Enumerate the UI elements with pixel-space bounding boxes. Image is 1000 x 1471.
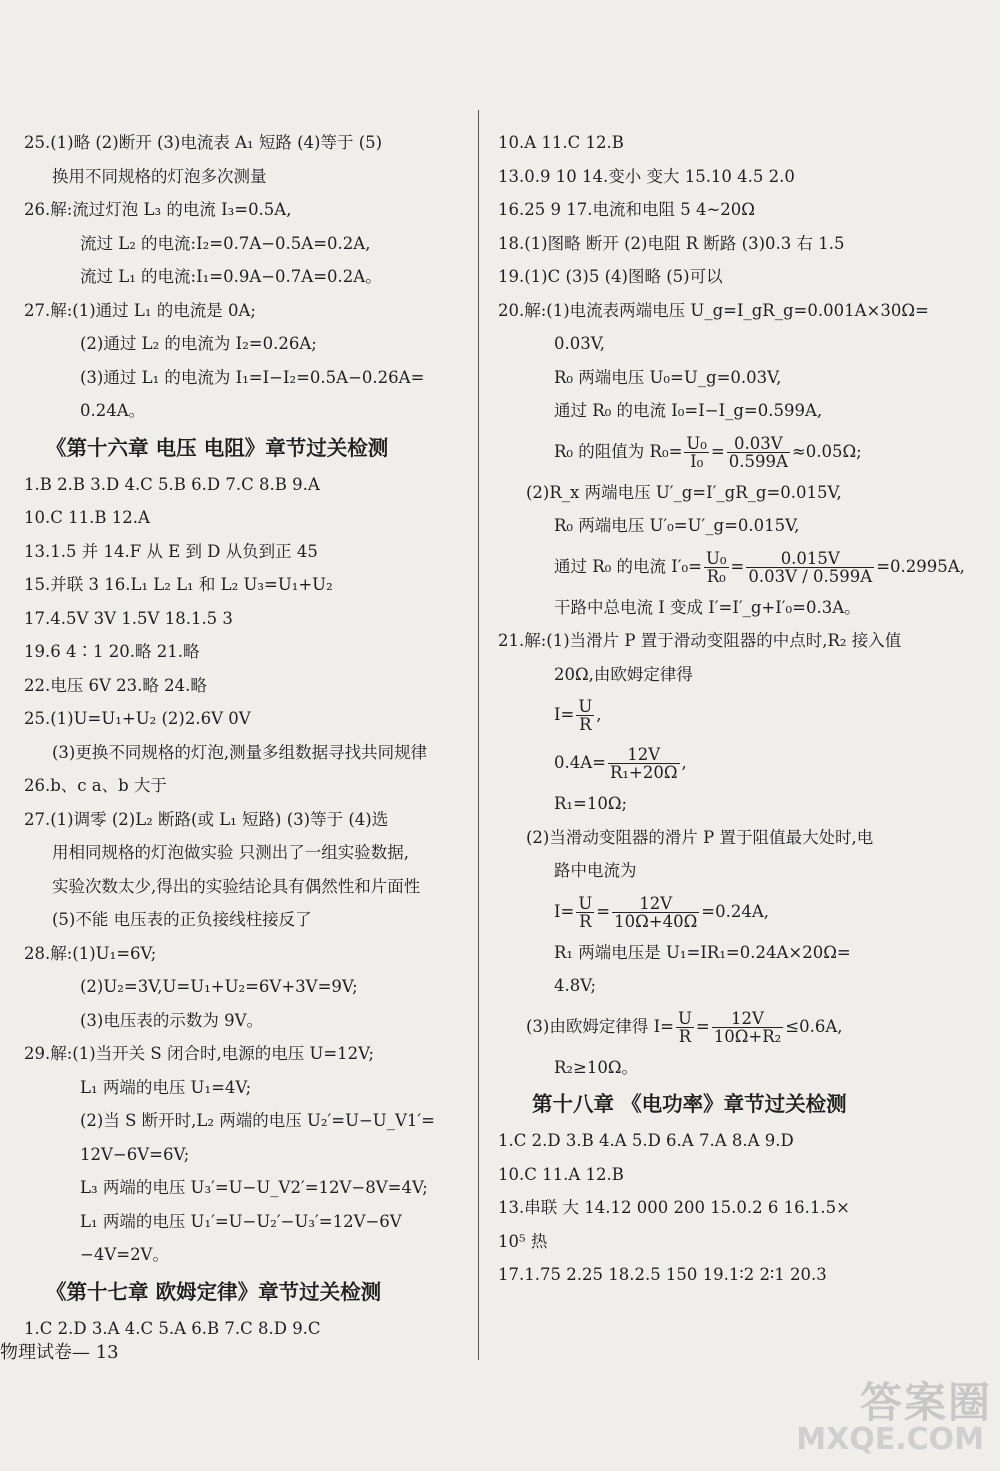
answer-line: 路中电流为 [554,861,637,880]
answer-line: 26.b、c a、b 大于 [24,776,167,795]
formula-line [498,888,938,936]
answer-line: 22.电压 6V 23.略 24.略 [24,675,207,695]
fraction [676,1010,694,1045]
numerator: U₀ [686,433,707,453]
fraction [712,1010,784,1045]
numerator: U [578,893,593,913]
answer-line: 13.1.5 并 14.F 从 E 到 D 从负到正 45 [24,541,318,561]
formula-line [498,691,938,739]
answer-line: 1.B 2.B 3.D 4.C 5.B 6.D 7.C 8.B 9.A [24,474,320,494]
fraction [704,550,729,585]
formula-suffix: =0.24A, [701,901,769,921]
answer-line: 用相同规格的灯泡做实验 只测出了一组实验数据, [52,843,409,862]
fraction [576,698,594,733]
answer-line: 1.C 2.D 3.A 4.C 5.A 6.B 7.C 8.D 9.C [24,1318,321,1338]
answer-line: 16.25 9 17.电流和电阻 5 4~20Ω [498,200,755,219]
numerator: 0.015V [746,550,874,568]
formula-line [498,739,938,787]
answer-line: 1.C 2.D 3.B 4.A 5.D 6.A 7.A 8.A 9.D [498,1131,794,1150]
fraction [684,435,709,470]
answer-line: (5)不能 电压表的正负接线柱接反了 [52,910,312,929]
answer-line: 15.并联 3 16.L₁ L₂ L₁ 和 L₂ U₃=U₁+U₂ [24,575,333,594]
answer-line: 0.03V, [554,334,606,353]
answer-line: 10.C 11.B 12.A [24,508,150,527]
numerator: U [677,1008,692,1028]
section-heading: 第十八章 《电功率》章节过关检测 [532,1092,847,1116]
formula-equals: = [596,901,611,921]
answer-line: 26.解:流过灯泡 L₃ 的电流 I₃=0.5A, [24,200,292,219]
answer-line: 18.(1)图略 断开 (2)电阻 R 断路 (3)0.3 右 1.5 [498,233,845,253]
answer-line: 20.解:(1)电流表两端电压 U_g=I_gR_g=0.001A×30Ω= [498,300,929,320]
left-column [24,126,464,1345]
answer-line: −4V=2V。 [80,1245,169,1264]
answer-line: 流过 L₂ 的电流:I₂=0.7A−0.5A=0.2A, [80,233,371,253]
answer-line: R₀ 两端电压 U′₀=U′_g=0.015V, [554,516,800,535]
answer-line: (3)更换不同规格的灯泡,测量多组数据寻找共同规律 [52,742,428,762]
answer-line: 13.串联 大 14.12 000 200 15.0.2 6 16.1.5× [498,1198,850,1217]
answer-line: L₁ 两端的电压 U₁′=U−U₂′−U₃′=12V−6V [80,1211,402,1231]
formula-suffix: ≤0.6A, [785,1016,843,1036]
answer-line: 25.(1)U=U₁+U₂ (2)2.6V 0V [24,709,251,728]
numerator: 0.03V [727,435,790,453]
answer-line: L₁ 两端的电压 U₁=4V; [80,1077,252,1097]
section-heading: 《第十七章 欧姆定律》章节过关检测 [46,1279,382,1304]
denominator: 10Ω+40Ω [614,911,698,931]
answer-line: (2)R_x 两端电压 U′_g=I′_gR_g=0.015V, [526,482,842,502]
fraction [608,746,680,781]
answer-line: 29.解:(1)当开关 S 闭合时,电源的电压 U=12V; [24,1044,374,1063]
answer-line: 25.(1)略 (2)断开 (3)电流表 A₁ 短路 (4)等于 (5) [24,133,383,152]
numerator: 12V [712,1010,784,1028]
denominator: R [579,715,592,734]
answer-line: (2)当 S 断开时,L₂ 两端的电压 U₂′=U−U_V1′= [80,1111,435,1130]
fraction [727,435,790,470]
fraction [746,550,874,585]
denominator: R [678,1026,692,1046]
answer-line: 17.1.75 2.25 18.2.5 150 19.1∶2 2∶1 20.3 [498,1265,827,1284]
denominator: I₀ [690,451,704,471]
answer-line: R₀ 两端电压 U₀=U_g=0.03V, [554,367,782,387]
formula-line [498,428,938,476]
denominator: R₀ [706,566,726,586]
denominator: 0.03V / 0.599A [748,566,873,586]
answer-line: R₂≥10Ω。 [554,1057,639,1077]
answer-line: R₁=10Ω; [554,794,628,813]
answer-line: R₁ 两端电压是 U₁=IR₁=0.24A×20Ω= [554,942,851,962]
answer-line: (2)U₂=3V,U=U₁+U₂=6V+3V=9V; [80,977,358,996]
formula-suffix: , [681,753,687,772]
answer-line: 27.解:(1)通过 L₁ 的电流是 0A; [24,300,256,320]
denominator: R [579,911,592,931]
answer-line: 通过 R₀ 的电流 I₀=I−I_g=0.599A, [554,401,823,420]
answer-line: 17.4.5V 3V 1.5V 18.1.5 3 [24,608,233,628]
answer-line: 19.(1)C (3)5 (4)图略 (5)可以 [498,267,723,286]
answer-line: 10.C 11.A 12.B [498,1164,624,1184]
answer-line: (3)通过 L₁ 的电流为 I₁=I−I₂=0.5A−0.26A= [80,367,425,387]
answer-line: 0.24A。 [80,401,146,420]
answer-line: 27.(1)调零 (2)L₂ 断路(或 L₁ 短路) (3)等于 (4)选 [24,809,389,829]
denominator: 10Ω+R₂ [713,1026,782,1046]
answer-line: 28.解:(1)U₁=6V; [24,943,157,963]
formula-equals: = [695,1016,710,1036]
answer-line: 19.6 4∶1 20.略 21.略 [24,642,200,661]
denominator: R₁+20Ω [609,763,678,782]
denominator: 0.599A [728,451,788,471]
numerator: 12V [608,746,680,764]
fraction [576,895,594,930]
formula-line [498,543,965,591]
fraction [612,895,699,930]
answer-line: 流过 L₁ 的电流:I₁=0.9A−0.7A=0.2A。 [80,267,382,286]
formula-prefix: R₀ 的阻值为 R₀= [554,441,683,461]
numerator: U [578,697,593,716]
answer-line: 实验次数太少,得出的实验结论具有偶然性和片面性 [52,876,421,896]
answer-line: 10.A 11.C 12.B [498,133,624,152]
formula-suffix: =0.2995A, [876,556,965,576]
answer-line: 10⁵ 热 [498,1231,548,1251]
formula-suffix: ≈0.05Ω; [791,441,862,461]
column-divider [478,110,479,1360]
answer-line: 21.解:(1)当滑片 P 置于滑动变阻器的中点时,R₂ 接入值 [498,631,902,650]
watermark-url: MXQE.COM [796,1422,984,1457]
formula-prefix: 通过 R₀ 的电流 I′₀= [554,556,702,576]
answer-line: (3)电压表的示数为 9V。 [80,1010,264,1030]
answer-line: 12V−6V=6V; [80,1144,190,1164]
formula-prefix: (3)由欧姆定律得 I= [526,1016,674,1036]
formula-line [498,1003,938,1051]
answer-line: (2)当滑动变阻器的滑片 P 置于阻值最大处时,电 [526,827,874,847]
answer-line: L₃ 两端的电压 U₃′=U−U_V2′=12V−8V=4V; [80,1178,428,1197]
answer-line: 20Ω,由欧姆定律得 [554,664,693,684]
formula-suffix: , [596,705,602,724]
page-footer: 物理试卷— 13 [0,1342,119,1363]
formula-prefix: I= [554,901,575,921]
formula-equals: = [730,556,745,576]
formula-equals: = [710,441,725,461]
watermark-logo: 答案圈 [859,1378,992,1427]
right-column [498,126,965,1292]
numerator: 12V [612,895,699,913]
numerator: U₀ [705,548,727,568]
answer-line: 4.8V; [554,976,597,995]
formula-prefix: 0.4A= [554,753,606,772]
answer-line: 13.0.9 10 14.变小 变大 15.10 4.5 2.0 [498,166,795,186]
formula-prefix: I= [554,705,575,724]
answer-line: (2)通过 L₂ 的电流为 I₂=0.26A; [80,334,317,353]
answer-line: 干路中总电流 I 变成 I′=I′_g+I′₀=0.3A。 [554,597,861,617]
section-heading: 《第十六章 电压 电阻》章节过关检测 [46,435,389,460]
answer-line: 换用不同规格的灯泡多次测量 [52,166,267,186]
